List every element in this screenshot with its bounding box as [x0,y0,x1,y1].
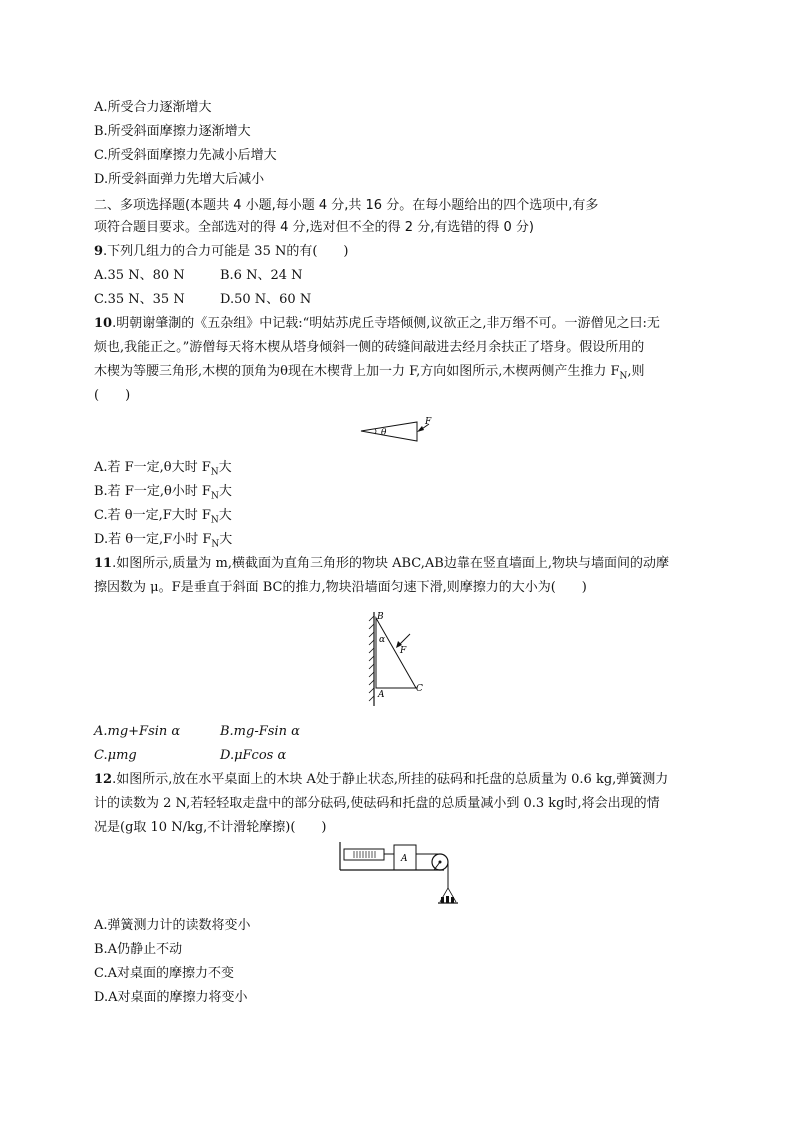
q10-option-c-sub: N [210,515,219,526]
q12-text-1: .如图所示,放在水平桌面上的木块 A处于静止状态,所挂的砝码和托盘的总质量为 0.6 kg,弹簧测力 [112,772,669,787]
spring-coils [354,851,375,858]
q9-options-row1 [94,266,694,286]
q9-number: 9 [94,244,104,259]
wedge-shape [361,422,417,441]
q9-stem-text: .下列几组力的合力可能是 35 N的有( ) [103,244,349,259]
q8-option-c: C.所受斜面摩擦力先减小后增大 [94,148,277,163]
q9-option-b: B.6 N、24 N [220,268,303,283]
q10-option-a-text: A.若 F一定,θ大时 F [94,460,211,475]
alpha-label: α [379,635,386,645]
q9-option-a: A.35 N、80 N [94,268,185,283]
q8-option-b: B.所受斜面摩擦力逐渐增大 [94,124,251,139]
q10-option-a [94,458,232,483]
q10-option-d-sub: N [211,539,220,550]
q10-line2: 烦也,我能正之。”游僧每天将木楔从塔身倾斜一侧的砖缝间敲进去经月余扶正了塔身。假设所用的 [94,340,645,355]
weight-3 [451,897,454,903]
q12-line2: 计的读数为 2 N,若轻轻取走盘中的部分砝码,使砝码和托盘的总质量减小到 0.3 kg时,将会出现的情 [94,796,660,811]
wall-hatching [369,616,374,701]
q9-options-row2 [94,290,694,310]
q12-line1 [94,770,668,790]
block-a-label: A [401,854,408,864]
q11-text-1: .如图所示,质量为 m,横截面为直角三角形的物块 ABC,AB边靠在竖直墙面上,物块与墙面间的动摩 [112,556,669,571]
q10-option-b [94,482,232,507]
q8-option-a: A.所受合力逐渐增大 [94,100,212,115]
q10-option-d-end: 大 [219,532,233,547]
q12-apparatus-figure [334,840,460,914]
theta-arc [375,429,376,434]
q10-text-3: 木楔为等腰三角形,木楔的顶角为θ现在木楔背上加一力 F,方向如图所示,木楔两侧产生推力 F [94,364,620,379]
q12-option-b: B.A仍静止不动 [94,942,183,957]
q10-option-c-text: C.若 θ一定,F大时 F [94,508,211,523]
q10-text-1: .明朝谢肇淛的《五杂组》中记载:“明姑苏虎丘寺塔倾侧,议欲正之,非万缗不可。一游僧见之曰:无 [112,316,660,331]
q11-option-a: A.mg+Fsin α [94,724,181,739]
q11-line2: 擦因数为 μ。F是垂直于斜面 BC的推力,物块沿墙面匀速下滑,则摩擦力的大小为( ) [94,580,587,595]
q9-option-c: C.35 N、35 N [94,292,185,307]
q10-line4: ( ) [94,388,131,403]
q11-options-row1 [94,722,694,742]
q8-option-d: D.所受斜面弹力先增大后减小 [94,172,265,187]
q10-option-c [94,506,232,531]
q12-number: 12 [94,772,113,787]
section2-heading-line1: 二、多项选择题(本题共 4 小题,每小题 4 分,共 16 分。在每小题给出的四个选项中,有多 [94,198,599,213]
q11-option-d: D.μFcos α [220,748,287,763]
weight-1 [441,897,444,903]
q11-number: 11 [94,556,113,571]
theta-label: θ [381,428,387,438]
force-arrowhead [417,426,424,432]
q10-option-b-end: 大 [218,484,232,499]
q10-text-3-end: ,则 [627,364,645,379]
q10-number: 10 [94,316,113,331]
q12-option-d: D.A对桌面的摩擦力将变小 [94,990,248,1005]
q11-option-b: B.mg-Fsin α [220,724,300,739]
q12-option-c: C.A对桌面的摩擦力不变 [94,966,235,981]
weight-2 [446,896,449,903]
q12-line3: 况是(g取 10 N/kg,不计滑轮摩擦)( ) [94,820,327,835]
q10-option-d-text: D.若 θ一定,F小时 F [94,532,212,547]
q11-options-row2 [94,746,694,766]
q10-option-b-text: B.若 F一定,θ小时 F [94,484,211,499]
q10-option-c-end: 大 [218,508,232,523]
q10-line3 [94,362,645,387]
q12-option-a: A.弹簧测力计的读数将变小 [94,918,251,933]
q11-triangle-figure [360,608,440,708]
q11-line1 [94,554,669,574]
q10-option-b-sub: N [210,491,219,502]
q10-line1 [94,314,660,334]
vertex-a-label: A [378,690,385,700]
q10-option-d [94,530,232,555]
q11-option-c: C.μmg [94,748,137,763]
spring-scale-body [344,849,384,860]
q10-sub-n: N [619,371,628,382]
force-f-label: F [400,646,407,656]
vertex-c-label: C [416,684,423,694]
q10-option-a-sub: N [210,467,219,478]
triangle-abc [376,618,416,688]
q9-option-d: D.50 N、60 N [220,292,312,307]
q9-stem [94,242,349,262]
force-label: F [425,417,432,427]
vertex-b-label: B [377,612,384,622]
q10-option-a-end: 大 [218,460,232,475]
q10-wedge-figure [355,414,445,448]
section2-heading-line2: 项符合题目要求。全部选对的得 4 分,选对但不全的得 2 分,有选错的得 0 分) [94,220,534,235]
